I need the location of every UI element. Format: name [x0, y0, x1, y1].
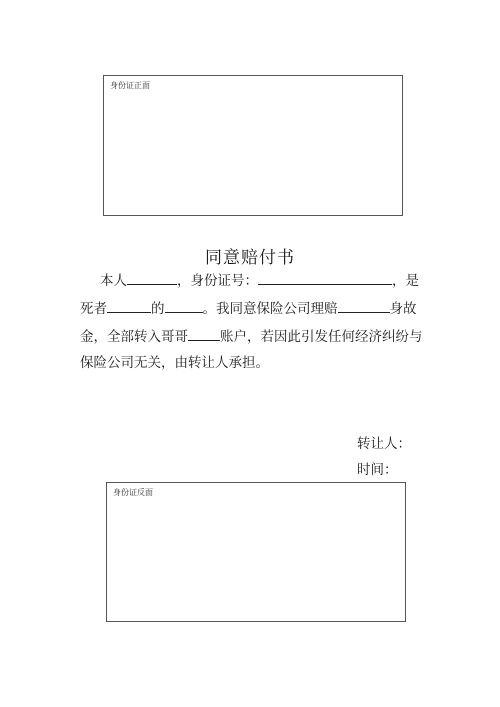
name-blank	[127, 269, 177, 285]
id-card-front-caption: 身份证正面	[110, 81, 150, 90]
text-account-dispute: 账户，若因此引发任何经济纠纷与	[220, 329, 423, 345]
paragraph-line-1	[80, 269, 419, 291]
text-death: 身故	[389, 301, 417, 317]
text-transfer-brother: 金，全部转入哥哥	[80, 329, 188, 345]
id-card-back-box	[106, 482, 406, 622]
paragraph-line-4	[80, 353, 269, 373]
id-number-blank	[258, 269, 392, 285]
paragraph-line-2	[80, 297, 417, 319]
time-label: 时间：	[357, 462, 398, 478]
relation-blank	[165, 297, 203, 313]
text-is: ，是	[392, 273, 419, 289]
text-insurer-not-liable: 保险公司无关，由转让人承担。	[80, 355, 269, 371]
text-id-number: ，身份证号：	[177, 273, 258, 289]
text-agree-claim: 。我同意保险公司理赔	[202, 301, 338, 317]
text-self: 本人	[100, 273, 127, 289]
transferor-label: 转让人：	[357, 436, 411, 452]
brother-name-blank	[188, 325, 220, 341]
id-card-front-box	[103, 75, 403, 216]
deceased-name-blank	[107, 297, 151, 313]
text-deceased: 死者	[80, 301, 107, 317]
paragraph-line-3	[80, 325, 423, 347]
id-card-back-caption: 身份证反面	[113, 488, 153, 497]
document-title: 同意赔付书	[205, 248, 295, 268]
text-of: 的	[151, 301, 165, 317]
claim-item-blank	[338, 297, 390, 313]
